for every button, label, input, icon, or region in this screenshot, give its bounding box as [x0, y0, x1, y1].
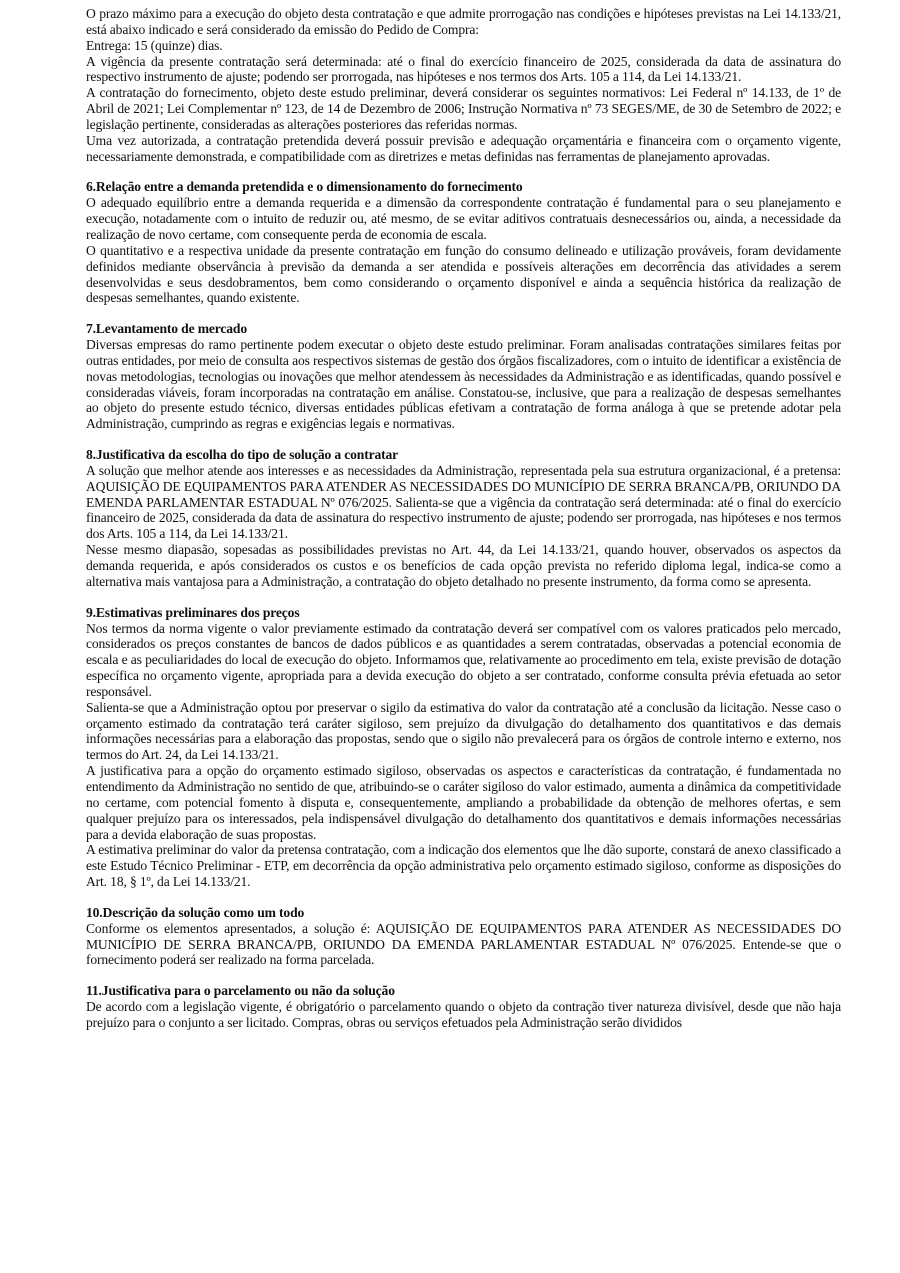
paragraph: Diversas empresas do ramo pertinente podem executar o objeto deste estudo preliminar. Foram analisadas contratações similares feitas por outras entidades, por meio de consulta aos respectivos sistemas de gestão dos órgãos fiscalizadores, com o intuito de identificar a existência de novas metodologias, tecnologias ou inovações que melhor atendessem às necessidades da Administração e as identificadas, quando possível e consideradas viáveis, foram incorporadas na contratação em análise. Constatou-se, inclusive, que para a realização de despesas semelhantes ao objeto do presente estudo técnico, diversas entidades públicas efetivam a contratação de forma análoga à que se pretende adotar pela Administração, cumprindo as regras e exigências legais e normativas. [86, 337, 841, 432]
paragraph: A contratação do fornecimento, objeto deste estudo preliminar, deverá considerar os seguintes normativos: Lei Federal nº 14.133, de 1º de Abril de 2021; Lei Complementar nº 123, de 14 de Dezembro de 2006; Instrução Normativa nº 73 SEGES/ME, de 30 de Setembro de 2022; e legislação pertinente, consideradas as alterações posteriores das referidas normas. [86, 85, 841, 132]
paragraph: Entrega: 15 (quinze) dias. [86, 37, 223, 53]
section-11 [86, 983, 841, 1031]
paragraph: Nos termos da norma vigente o valor previamente estimado da contratação deverá ser compatível com os valores praticados pelo mercado, considerados os preços constantes de bancos de dados públicos e as quantidades a serem contratadas, observadas a potencial economia de escala e as peculiaridades do local de execução do objeto. Informamos que, relativamente ao procedimento em tela, existe previsão de dotação específica no orçamento vigente, apropriada para a devida execução do objeto a ser contratado, conforme consulta prévia efetuada ao setor responsável. [86, 620, 841, 699]
paragraph: Nesse mesmo diapasão, sopesadas as possibilidades previstas no Art. 44, da Lei 14.133/21, quando houver, observados os aspectos da demanda requerida, e após considerados os custos e os benefícios de cada opção prevista no referido diploma legal, indica-se como a alternativa mais vantajosa para a Administração, a contratação do objeto detalhado no presente instrumento, da forma como se apresenta. [86, 542, 841, 589]
paragraph: De acordo com a legislação vigente, é obrigatório o parcelamento quando o objeto da contração tiver natureza divisível, desde que não haja prejuízo para o conjunto a ser licitado. Compras, obras ou serviços efetuados pela Administração serão divididos [86, 999, 841, 1030]
section-heading: 7.Levantamento de mercado [86, 321, 247, 337]
paragraph: O quantitativo e a respectiva unidade da presente contratação em função do consumo delineado e utilização prováveis, foram devidamente definidos mediante observância à previsão da demanda a ser atendida e possíveis alterações em decorrência das atividades a serem desenvolvidas e seus desdobramentos, bem como considerando o orçamento disponível e ainda a sequência histórica da realização de despesas semelhantes, quando existente. [86, 242, 841, 306]
paragraph: A estimativa preliminar do valor da pretensa contratação, com a indicação dos elementos que lhe dão suporte, constará de anexo classificado a este Estudo Técnico Preliminar - ETP, em decorrência da opção administrativa pelo orçamento estimado sigiloso, conforme as disposições do Art. 18, § 1º, da Lei 14.133/21. [86, 842, 841, 890]
paragraph: O adequado equilíbrio entre a demanda requerida e a dimensão da correspondente contratação é fundamental para o seu planejamento e execução, notadamente com o intuito de reduzir ou, até mesmo, de se evitar aditivos contratuais desnecessários ou, ainda, a necessidade da realização de novo certame, com consequente perda de economia de escala. [86, 195, 841, 242]
section-10 [86, 905, 841, 968]
paragraph: O prazo máximo para a execução do objeto desta contratação e que admite prorrogação nas condições e hipóteses previstas na Lei 14.133/21, está abaixo indicado e será considerado da emissão do Pedido de Compra: [86, 6, 841, 37]
paragraph: Salienta-se que a Administração optou por preservar o sigilo da estimativa do valor da contratação até a conclusão da licitação. Nesse caso o orçamento estimado da contratação terá caráter sigiloso, sem prejuízo da divulgação do detalhamento dos quantitativos e das demais informações necessárias para a elaboração das propostas, sendo que o sigilo não prevalecerá para os órgãos de controle interno e externo, nos termos do Art. 24, da Lei 14.133/21. [86, 699, 841, 763]
paragraph: A justificativa para a opção do orçamento estimado sigiloso, observadas os aspectos e características da contratação, é fundamentada no entendimento da Administração no sentido de que, atribuindo-se o caráter sigiloso do valor estimado, aumenta a dinâmica da competitividade no certame, com potencial fomento à disputa e, consequentemente, ampliando a probabilidade da obtenção de melhores ofertas, e sem qualquer prejuízo para os interessados, pela indispensável divulgação do detalhamento dos quantitativos e demais informações necessárias para a devida elaboração de suas propostas. [86, 763, 841, 842]
section-7 [86, 321, 841, 432]
section-heading: 11.Justificativa para o parcelamento ou não da solução [86, 983, 395, 999]
section-heading: 9.Estimativas preliminares dos preços [86, 604, 300, 620]
section-6 [86, 179, 841, 306]
intro-block [86, 6, 841, 164]
paragraph: A solução que melhor atende aos interesses e as necessidades da Administração, representada pela sua estrutura organizacional, é a pretensa: AQUISIÇÃO DE EQUIPAMENTOS PARA ATENDER AS NECESSIDADES DO MUNICÍPIO DE SERRA BRANCA/PB, ORIUNDO DA EMENDA PARLAMENTAR ESTADUAL Nº 076/2025. Salienta-se que a vigência da contratação será determinada: até o final do exercício financeiro de 2025, considerada da data de assinatura do respectivo instrumento de ajuste; podendo ser prorrogada, nas hipóteses e nos termos dos Arts. 105 a 114, da Lei 14.133/21. [86, 462, 841, 542]
paragraph: Uma vez autorizada, a contratação pretendida deverá possuir previsão e adequação orçamentária e financeira com o orçamento vigente, necessariamente demonstrada, e compatibilidade com as diretrizes e metas definidas nas ferramentas de planejamento aprovadas. [86, 132, 841, 164]
section-8 [86, 447, 841, 590]
section-heading: 8.Justificativa da escolha do tipo de solução a contratar [86, 447, 399, 463]
paragraph: Conforme os elementos apresentados, a solução é: AQUISIÇÃO DE EQUIPAMENTOS PARA ATENDER AS NECESSIDADES DO MUNICÍPIO DE SERRA BRANCA/PB, ORIUNDO DA EMENDA PARLAMENTAR ESTADUAL Nº 076/2025. Entende-se que o fornecimento poderá ser realizado na forma parcelada. [86, 920, 841, 968]
section-9 [86, 605, 841, 890]
paragraph: A vigência da presente contratação será determinada: até o final do exercício financeiro de 2025, considerada da data de assinatura do respectivo instrumento de ajuste; podendo ser prorrogada, nas hipóteses e nos termos dos Arts. 105 a 114, da Lei 14.133/21. [86, 53, 841, 85]
section-heading: 10.Descrição da solução como um todo [86, 904, 305, 920]
section-heading: 6.Relação entre a demanda pretendida e o dimensionamento do fornecimento [86, 179, 523, 195]
document-page [86, 6, 841, 1031]
